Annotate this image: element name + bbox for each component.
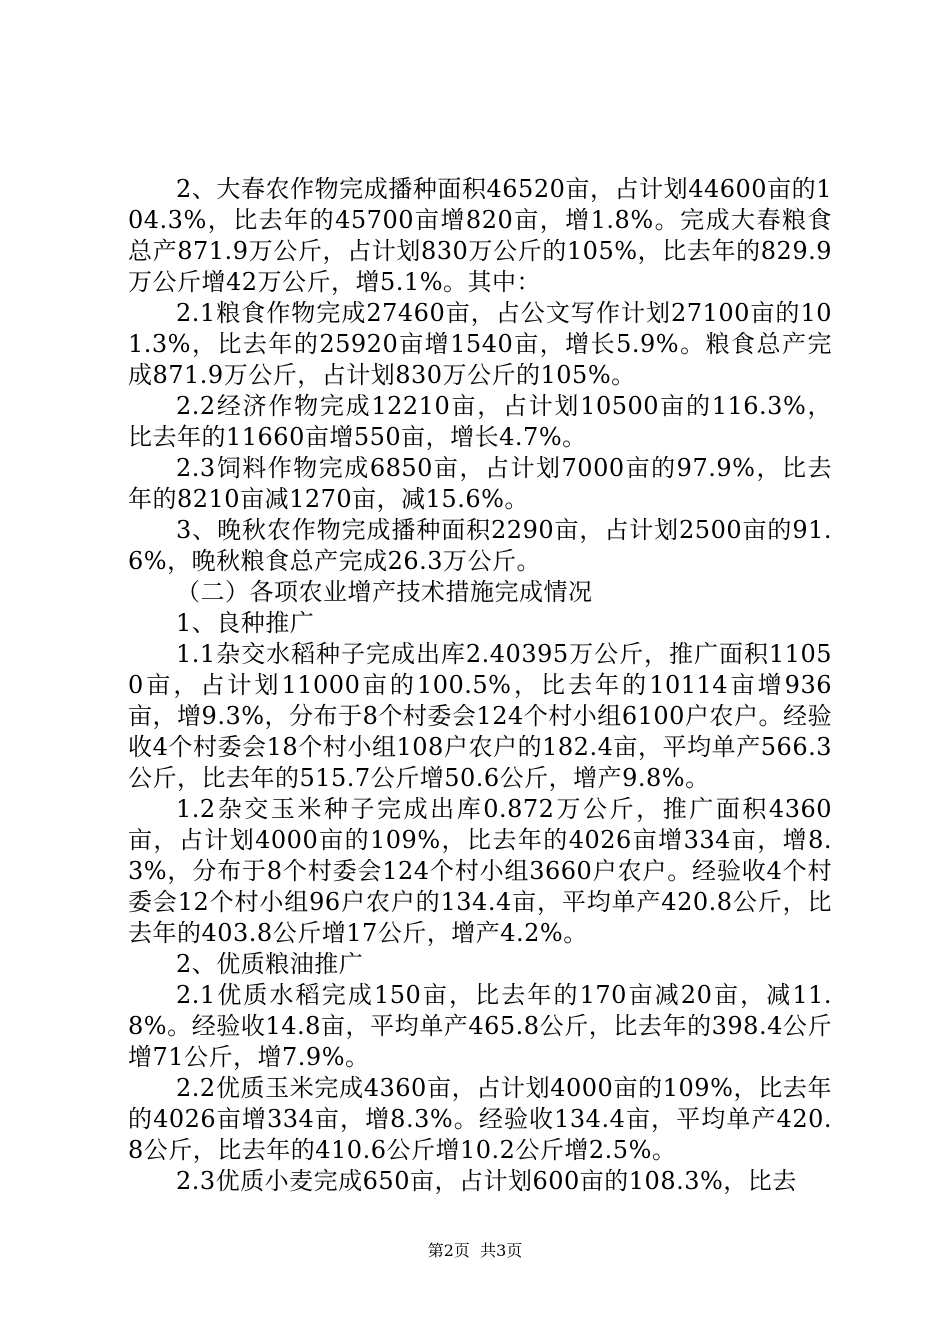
paragraph-cash-crops: 2.2经济作物完成12210亩，占计划10500亩的116.3%，比去年的11660亩增550亩，增长4.7%。 [128,392,832,451]
page-footer [0,1241,950,1261]
paragraph-feed-crops: 2.3饲料作物完成6850亩，占计划7000亩的97.9%，比去年的8210亩减1270亩，减15.6%。 [128,454,832,513]
section-heading-techniques: （二）各项农业增产技术措施完成情况 [176,578,593,606]
document-body [128,174,832,1197]
page-number-current: 第2页 [427,1241,470,1260]
paragraph-quality-wheat: 2.3优质小麦完成650亩，占计划600亩的108.3%，比去 [176,1167,797,1195]
paragraph-hybrid-corn: 1.2杂交玉米种子完成出库0.872万公斤，推广面积4360亩，占计划4000亩的109%，比去年的4026亩增334亩，增8.3%，分布于8个村委会124个村小组3660户农户。经验收4个村委会12个村小组96户农户的134.4亩，平均单产420.8公斤，比去年的403.8公斤增17公斤，增产4.2%。 [128,795,832,947]
footer-separator [470,1241,480,1260]
paragraph-late-autumn-crops: 3、晚秋农作物完成播种面积2290亩，占计划2500亩的91.6%，晚秋粮食总产完成26.3万公斤。 [128,516,832,575]
paragraph-quality-rice: 2.1优质水稻完成150亩，比去年的170亩减20亩，减11.8%。经验收14.8亩，平均单产465.8公斤，比去年的398.4公斤增71公斤，增7.9%。 [128,981,832,1071]
subheading-quality-grain: 2、优质粮油推广 [176,950,364,978]
paragraph-hybrid-rice: 1.1杂交水稻种子完成出库2.40395万公斤，推广面积11050亩，占计划11000亩的100.5%，比去年的10114亩增936亩，增9.3%，分布于8个村委会124个村小组6100户农户。经验收4个村委会18个村小组108户农户的182.4亩，平均单产566.3公斤，比去年的515.7公斤增50.6公斤，增产9.8%。 [128,640,832,792]
page-number-total: 共3页 [480,1241,523,1260]
subheading-seed-promotion: 1、良种推广 [176,609,315,637]
paragraph-grain-crops: 2.1粮食作物完成27460亩，占公文写作计划27100亩的101.3%，比去年的25920亩增1540亩，增长5.9%。粮食总产完成871.9万公斤，占计划830万公斤的105%。 [128,299,832,389]
paragraph-spring-crops: 2、大春农作物完成播种面积46520亩，占计划44600亩的104.3%，比去年的45700亩增820亩，增1.8%。完成大春粮食总产871.9万公斤，占计划830万公斤的105%，比去年的829.9万公斤增42万公斤，增5.1%。其中： [128,175,832,296]
paragraph-quality-corn: 2.2优质玉米完成4360亩，占计划4000亩的109%，比去年的4026亩增334亩，增8.3%。经验收134.4亩，平均单产420.8公斤，比去年的410.6公斤增10.2公斤增2.5%。 [128,1074,832,1164]
